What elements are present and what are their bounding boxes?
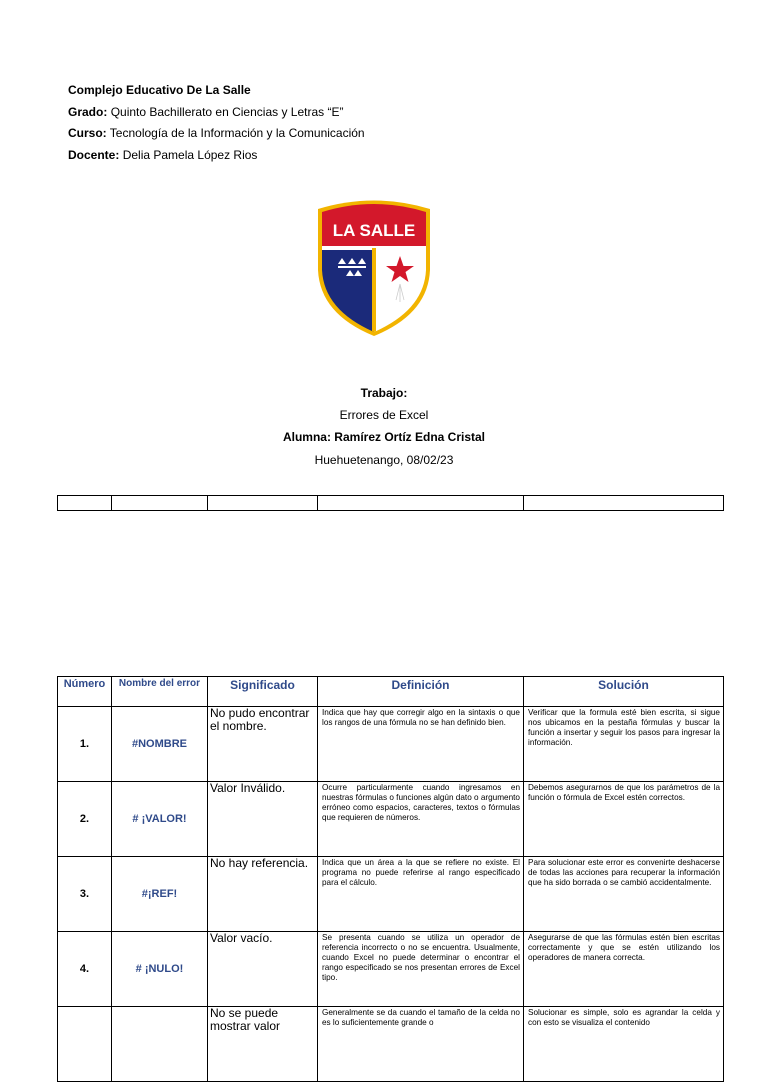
error-name: #¡REF! [112, 857, 208, 932]
error-solucion: Verificar que la formula esté bien escrita, si sigue nos ubicamos en la pestaña fórmulas y buscar la función a insertar y seguir los pasos para ingresar la información. [524, 707, 724, 782]
table-row [58, 782, 724, 857]
docente-label: Docente: [68, 147, 120, 162]
table-row [58, 932, 724, 1007]
empty-table-row [58, 496, 724, 511]
docente-line [68, 145, 365, 167]
header-numero: Número [58, 677, 112, 707]
school-line [68, 80, 365, 102]
empty-cell [112, 496, 208, 511]
grado-line [68, 102, 365, 124]
error-definicion: Generalmente se da cuando el tamaño de la celda no es lo suficientemente grande o [318, 1007, 524, 1082]
header-solucion: Solución [524, 677, 724, 707]
error-number: 2. [58, 782, 112, 857]
table-row [58, 707, 724, 782]
place-date: Huehuetenango, 08/02/23 [314, 453, 454, 467]
trabajo-label: Trabajo: [360, 386, 408, 400]
error-significado: No se puede mostrar valor [208, 1007, 318, 1082]
error-definicion: Se presenta cuando se utiliza un operador de referencia incorrecto o no se encuentra. Usualmente, cuando Excel no puede determinar o encontrar el rango especificado se nos presentan errores de Excel tipo. [318, 932, 524, 1007]
error-definicion: Indica que hay que corregir algo en la sintaxis o que los rangos de una fórmula no se han definido bien. [318, 707, 524, 782]
curso-label: Curso: [68, 126, 107, 140]
header-nombre: Nombre del error [112, 677, 208, 707]
table-row [58, 857, 724, 932]
error-number: 4. [58, 932, 112, 1007]
empty-cell [524, 496, 724, 511]
error-significado: Valor Inválido. [208, 782, 318, 857]
error-name: # ¡NULO! [112, 932, 208, 1007]
empty-table [57, 495, 724, 511]
docente-value: Delia Pamela López Rios [122, 147, 258, 162]
error-significado: Valor vacío. [208, 932, 318, 1007]
error-number: 1. [58, 707, 112, 782]
header-definicion: Definición [318, 677, 524, 707]
error-significado: No pudo encontrar el nombre. [208, 707, 318, 782]
error-name [112, 1007, 208, 1082]
error-number: 3. [58, 857, 112, 932]
header-significado: Significado [208, 677, 318, 707]
document-header [68, 80, 365, 166]
error-definicion: Ocurre particularmente cuando ingresamos en nuestras fórmulas o funciones algún dato o argumento erróneo como espacios, caracteres, textos o fórmulas que requieren de números. [318, 782, 524, 857]
excel-errors-table [57, 676, 724, 1082]
error-number [58, 1007, 112, 1082]
la-salle-shield-logo [312, 200, 436, 336]
error-significado: No hay referencia. [208, 857, 318, 932]
curso-value: Tecnología de la Información y la Comunicación [109, 126, 365, 140]
grado-label: Grado: [68, 104, 108, 119]
empty-cell [318, 496, 524, 511]
error-name: # ¡VALOR! [112, 782, 208, 857]
curso-line [68, 123, 365, 145]
table-row [58, 1007, 724, 1082]
error-solucion: Solucionar es simple, solo es agrandar la celda y con esto se visualiza el contenido [524, 1007, 724, 1082]
error-solucion: Debemos asegurarnos de que los parámetros de la función o fórmula de Excel estén correctos. [524, 782, 724, 857]
alumna-name: Alumna: Ramírez Ortíz Edna Cristal [282, 430, 486, 444]
table-header-row [58, 677, 724, 707]
trabajo-value: Errores de Excel [339, 408, 429, 422]
grado-value: Quinto Bachillerato en Ciencias y Letras “E” [110, 104, 344, 119]
error-solucion: Asegurarse de que las fórmulas estén bien escritas correctamente y que se estén utilizando los operadores de manera correcta. [524, 932, 724, 1007]
logo-text: LA SALLE [332, 221, 416, 240]
error-solucion: Para solucionar este error es convenirte deshacerse de todas las acciones para recuperar la información que ha sido borrada o se cambió accidentalmente. [524, 857, 724, 932]
error-definicion: Indica que un área a la que se refiere no existe. El programa no puede referirse al rango especificado para el cálculo. [318, 857, 524, 932]
school-name: Complejo Educativo De La Salle [68, 83, 251, 97]
error-name: #NOMBRE [112, 707, 208, 782]
shield-center-divider [372, 248, 376, 336]
empty-cell [208, 496, 318, 511]
empty-cell [58, 496, 112, 511]
